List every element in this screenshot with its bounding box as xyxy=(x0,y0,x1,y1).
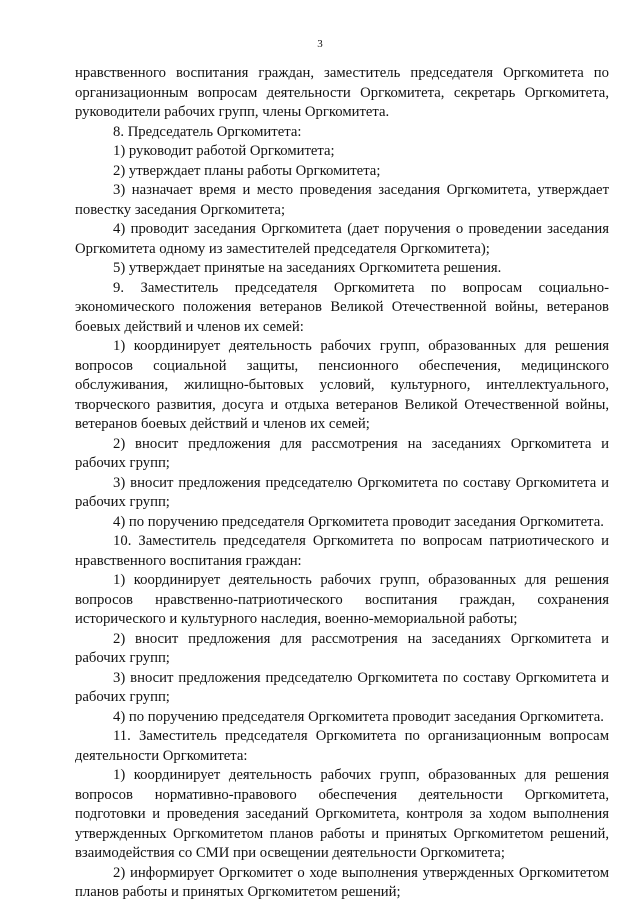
section-heading-deputy-organizational: 11. Заместитель председателя Оргкомитета по организационным вопросам деятельности Оргкомитета: xyxy=(75,728,609,764)
list-item: 2) утверждает планы работы Оргкомитета; xyxy=(113,162,381,179)
list-item: 3) вносит предложения председателю Оргкомитета по составу Оргкомитета и рабочих групп; xyxy=(75,474,609,510)
list-item: 3) назначает время и место проведения заседания Оргкомитета, утверждает повестку заседания Оргкомитета; xyxy=(75,182,609,218)
paragraph: нравственного воспитания граждан, заместитель председателя Оргкомитета по организационным вопросам деятельности Оргкомитета, секретарь Оргкомитета, руководители рабочих групп, члены Оргкомитета. xyxy=(75,65,609,120)
list-item: 1) координирует деятельность рабочих групп, образованных для решения вопросов нормативно-правового обеспечения деятельности Оргкомитета, подготовки и проведения заседаний Оргкомитета, контроля за ходом выполнения утвержденных Оргкомитетом планов работы и принятых Оргкомитетом решений, взаимодействия со СМИ при освещении деятельности Оргкомитета; xyxy=(75,767,609,861)
section-heading-deputy-social: 9. Заместитель председателя Оргкомитета по вопросам социально-экономического положения ветеранов Великой Отечественной войны, ветеранов боевых действий и членов их семей: xyxy=(75,279,609,335)
list-item: 3) вносит предложения председателю Оргкомитета по составу Оргкомитета и рабочих групп; xyxy=(75,669,609,705)
list-item: 1) руководит работой Оргкомитета; xyxy=(113,143,335,159)
list-item: 2) информирует Оргкомитет о ходе выполнения утвержденных Оргкомитетом планов работы и принятых Оргкомитетом решений; xyxy=(75,864,609,900)
list-item: 4) проводит заседания Оргкомитета (дает поручения о проведении заседания Оргкомитета одному из заместителей председателя Оргкомитета); xyxy=(75,221,609,257)
list-item: 2) вносит предложения для рассмотрения на заседаниях Оргкомитета и рабочих групп; xyxy=(75,435,609,471)
list-item: 5) утверждает принятые на заседаниях Оргкомитета решения. xyxy=(113,260,502,276)
document-body xyxy=(75,64,609,903)
section-heading-chairman: 8. Председатель Оргкомитета: xyxy=(113,123,302,140)
list-item: 2) вносит предложения для рассмотрения на заседаниях Оргкомитета и рабочих групп; xyxy=(75,630,609,666)
list-item: 1) координирует деятельность рабочих групп, образованных для решения вопросов социальной защиты, пенсионного обеспечения, медицинского обслуживания, жилищно-бытовых условий, культурного, интеллектуального, творческого развития, досуга и отдыха ветеранов Великой Отечественной войны, ветеранов боевых действий и членов их семей; xyxy=(75,338,609,432)
list-item: 4) по поручению председателя Оргкомитета проводит заседания Оргкомитета. xyxy=(113,708,604,725)
page-number: 3 xyxy=(317,38,323,50)
list-item: 4) по поручению председателя Оргкомитета проводит заседания Оргкомитета. xyxy=(113,513,604,530)
list-item: 1) координирует деятельность рабочих групп, образованных для решения вопросов нравственно-патриотического воспитания граждан, сохранения исторического и культурного наследия, военно-мемориальной работы; xyxy=(75,572,609,627)
section-heading-deputy-patriotic: 10. Заместитель председателя Оргкомитета по вопросам патриотического и нравственного воспитания граждан: xyxy=(75,533,609,569)
